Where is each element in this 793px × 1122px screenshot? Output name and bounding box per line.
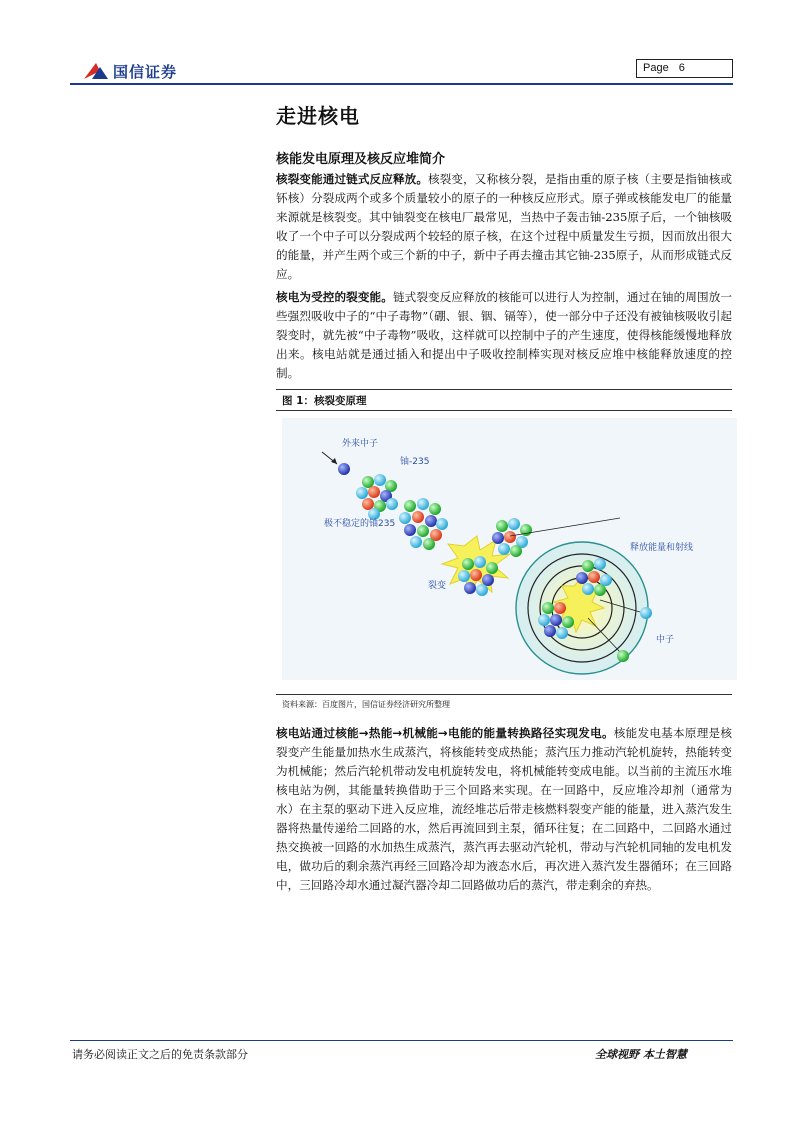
footer-divider — [70, 1040, 733, 1041]
logo-mark-icon — [82, 59, 110, 83]
label-release: 释放能量和射线 — [630, 543, 694, 553]
paragraph-body: 核裂变，又称核分裂，是指由重的原子核（主要是指铀核或钚核）分裂成两个或多个质量较小的原子的一种核反应形式。原子弹或核能发电厂的能量来源就是核裂变。其中铀裂变在核电厂最常见，当热中子轰击铀-235原子后，一个铀核吸收了一个中子可以分裂成两个较轻的原子核，在这个过程中质量发生亏损，因而放出很大的能量，并产生两个或三个新的中子，新中子再去撞击其它铀-235原子，从而形成链式反应。 — [276, 172, 732, 281]
paragraph-lead: 核裂变能通过链式反应释放。 — [276, 172, 429, 186]
label-neutron: 中子 — [656, 635, 675, 645]
page-label: Page — [643, 62, 669, 74]
incoming-neutron — [338, 463, 350, 475]
page-number: 6 — [678, 62, 685, 74]
fission-diagram — [282, 418, 737, 680]
page-title: 走进核电 — [276, 104, 360, 128]
footer-slogan: 全球视野 本土智慧 — [595, 1048, 687, 1061]
label-uranium: 铀-235 — [400, 457, 430, 467]
paragraph-lead: 核电站通过核能→热能→机械能→电能的能量转换路径实现发电。 — [276, 726, 614, 740]
label-fission: 裂变 — [428, 581, 447, 591]
footer-disclaimer: 请务必阅读正文之后的免责条款部分 — [72, 1048, 248, 1061]
figure-source: 资料来源：百度图片，国信证券经济研究所整理 — [282, 700, 450, 709]
emitted-neutron — [640, 607, 652, 619]
figure-bottom-rule — [276, 694, 732, 695]
label-external-neutron: 外来中子 — [342, 439, 379, 449]
paragraph-lead: 核电为受控的裂变能。 — [276, 290, 393, 304]
paragraph-controlled — [276, 288, 732, 383]
paragraph-body: 核能发电基本原理是核裂变产生能量加热水生成蒸汽，将核能转变成热能；蒸汽压力推动汽轮机旋转，热能转变为机械能；然后汽轮机带动发电机旋转发电，将机械能转变成电能。以当前的主流压水堆核电站为例，其能量转换借助于三个回路来实现。在一回路中，反应堆冷却剂（通常为水）在主泵的驱动下进入反应堆，流经堆芯后带走核燃料裂变产能的能量，进入蒸汽发生器将热量传递给二回路的水，然后再流回到主泵，循环往复；在二回路中，二回路水通过热交换被一回路的水加热生成蒸汽，蒸汽再去驱动汽轮机，带动与汽轮机同轴的发电机发电，做功后的剩余蒸汽再经三回路冷却为液态水后，再次进入蒸汽发生器循环；在三回路中，三回路冷却水通过凝汽器冷却二回路做功后的蒸汽，带走剩余的弃热。 — [276, 726, 732, 892]
emitted-neutron — [617, 650, 629, 662]
paragraph-body: 链式裂变反应释放的核能可以进行人为控制，通过在铀的周围放一些强烈吸收中子的“中子毒物”（硼、银、铟、镉等），使一部分中子还没有被铀核吸收引起裂变时，就先被“中子毒物”吸收，这样就可以控制中子的产生速度，使得核能缓慢地释放出来。核电站就是通过插入和提出中子吸收控制棒实现对核反应堆中核能释放速度的控制。 — [276, 290, 732, 380]
page-indicator — [636, 59, 733, 78]
company-logo — [82, 58, 177, 84]
paragraph-fission — [276, 170, 732, 284]
figure-caption: 图 1：核裂变原理 — [282, 395, 367, 407]
logo-text: 国信证券 — [113, 62, 178, 81]
header-divider — [70, 83, 733, 85]
figure-caption-rule — [276, 410, 732, 411]
label-unstable: 极不稳定的铀235 — [324, 519, 396, 529]
figure-top-rule — [276, 389, 732, 390]
paragraph-conversion — [276, 724, 732, 895]
section-subtitle: 核能发电原理及核反应堆简介 — [276, 152, 446, 167]
page-header — [70, 52, 733, 87]
